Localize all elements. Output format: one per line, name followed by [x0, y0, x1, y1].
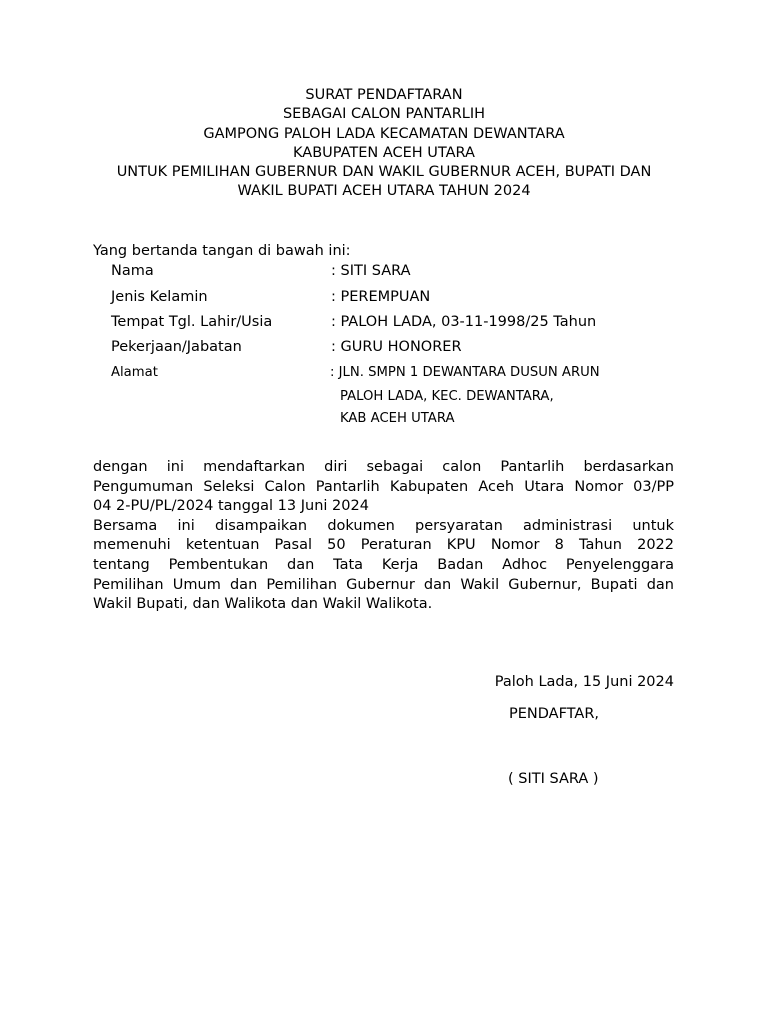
field-label: Nama [111, 263, 154, 279]
letter-title [60, 86, 708, 202]
field-alamat [111, 365, 600, 380]
title-line-1: SURAT PENDAFTARAN [305, 87, 463, 103]
field-nama [111, 263, 411, 279]
paragraph-line: tentang Pembentukan dan Tata Kerja Badan Adhoc Penyelenggara [93, 556, 674, 573]
title-line-2: SEBAGAI CALON PANTARLIH [282, 106, 486, 123]
place-date: Paloh Lada, 15 Juni 2024 [494, 674, 674, 690]
alamat-line-2: PALOH LADA, KEC. DEWANTARA, [340, 389, 554, 404]
field-value: : PALOH LADA, 03-11-1998/25 Tahun [331, 314, 597, 330]
intro-text: Yang bertanda tangan di bawah ini: [93, 243, 351, 259]
field-label: Pekerjaan/Jabatan [111, 339, 242, 355]
paragraph-line: Bersama ini disampaikan dokumen persyaratan administrasi untuk [93, 517, 674, 534]
field-value: : GURU HONORER [331, 339, 462, 355]
signer-role: PENDAFTAR, [509, 706, 600, 722]
field-pekerjaan [111, 339, 462, 355]
field-value: : PEREMPUAN [331, 289, 431, 305]
title-line-4: KABUPATEN ACEH UTARA [293, 144, 475, 161]
paragraph-line: Pengumuman Seleksi Calon Pantarlih Kabupaten Aceh Utara Nomor 03/PP [93, 478, 674, 495]
field-jenis-kelamin [111, 289, 430, 305]
paragraph-line: Pemilihan Umum dan Pemilihan Gubernur dan Wakil Gubernur, Bupati dan [93, 576, 674, 593]
field-label: Alamat [111, 365, 158, 380]
title-line-6: WAKIL BUPATI ACEH UTARA TAHUN 2024 [237, 183, 531, 200]
paragraph-1 [93, 458, 674, 615]
field-ttl [111, 314, 596, 330]
field-value: : JLN. SMPN 1 DEWANTARA DUSUN ARUN [330, 365, 600, 380]
signer-name: ( SITI SARA ) [508, 771, 599, 787]
paragraph-line: dengan ini mendaftarkan diri sebagai calon Pantarlih berdasarkan [93, 459, 674, 475]
alamat-line-3: KAB ACEH UTARA [340, 411, 455, 426]
paragraph-line: 04 2-PU/PL/2024 tanggal 13 Juni 2024 [93, 498, 369, 515]
paragraph-line: Wakil Bupati, dan Walikota dan Wakil Walikota. [93, 596, 433, 613]
title-line-3: GAMPONG PALOH LADA KECAMATAN DEWANTARA [203, 125, 565, 142]
paragraph-line: memenuhi ketentuan Pasal 50 Peraturan KPU Nomor 8 Tahun 2022 [93, 537, 674, 554]
title-line-5: UNTUK PEMILIHAN GUBERNUR DAN WAKIL GUBERNUR ACEH, BUPATI DAN [116, 164, 652, 181]
field-label: Tempat Tgl. Lahir/Usia [111, 314, 273, 330]
field-label: Jenis Kelamin [111, 289, 208, 305]
field-value: : SITI SARA [331, 263, 411, 279]
